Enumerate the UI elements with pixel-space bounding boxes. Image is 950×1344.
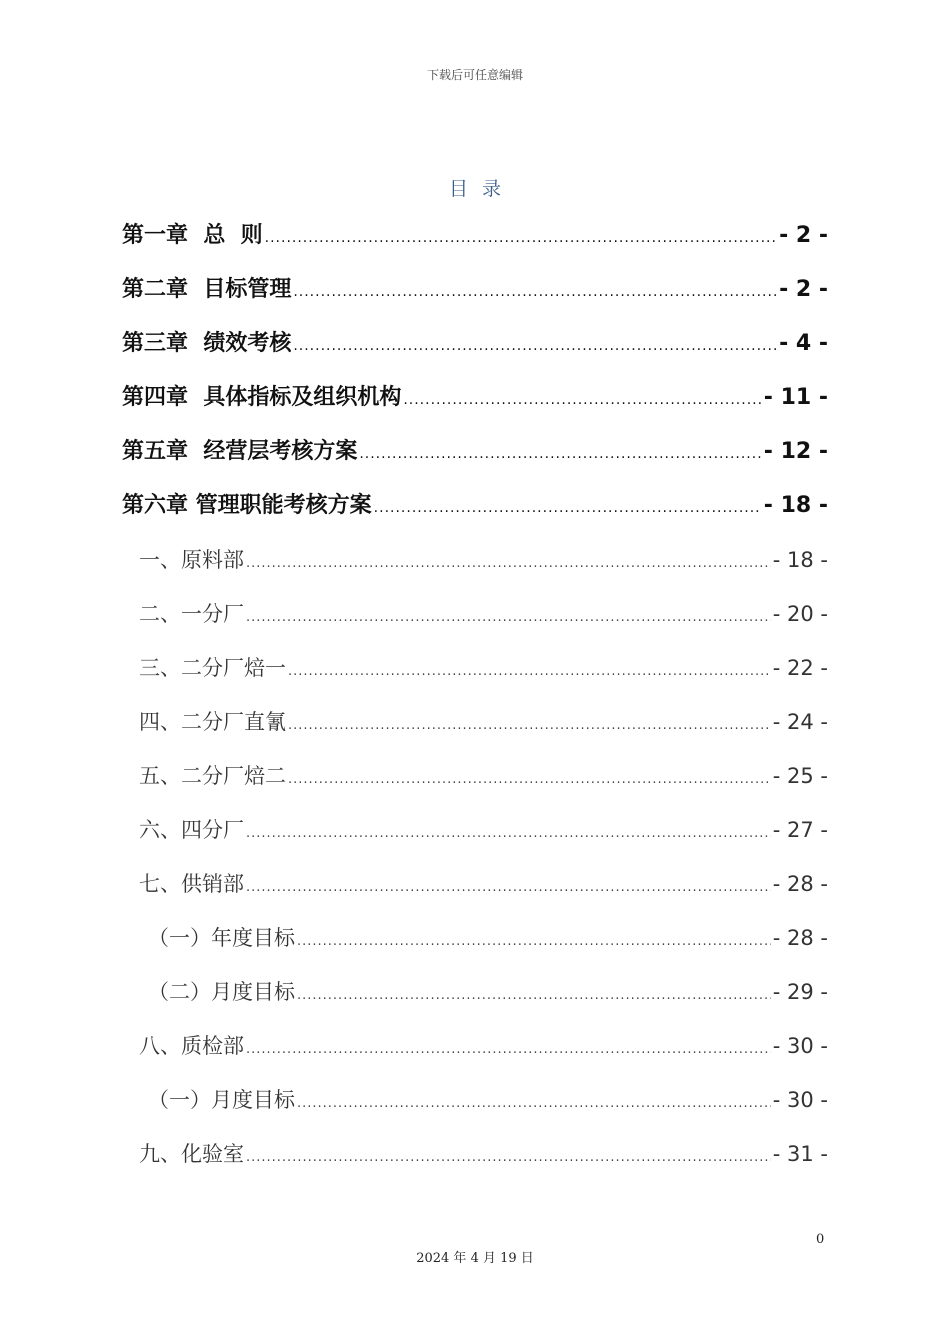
toc-entry-page: - 28 - (772, 926, 828, 950)
toc-entry-label: 九、化验室 (139, 1142, 244, 1166)
toc-leader-dots (288, 753, 771, 807)
toc-entry-label: 六、四分厂 (139, 818, 244, 842)
toc-entry-subsection-7-1[interactable] (148, 911, 828, 965)
toc-leader-dots (288, 645, 771, 699)
toc-leader-dots (403, 373, 761, 427)
toc-leader-dots (297, 1077, 771, 1131)
page-number: 0 (816, 1232, 825, 1247)
toc-entry-page: - 24 - (772, 710, 828, 734)
toc-entry-page: - 2 - (779, 223, 828, 248)
toc-entry-label: 第六章 管理职能考核方案 (122, 493, 372, 518)
toc-entry-label: 第一章 总 则 (122, 223, 263, 248)
toc-entry-page: - 2 - (779, 277, 828, 302)
toc-entry-chapter-6[interactable] (122, 479, 828, 533)
toc-entry-chapter-3[interactable] (122, 317, 828, 371)
toc-entry-section-6[interactable] (139, 803, 828, 857)
toc-leader-dots (297, 915, 771, 969)
toc-entry-page: - 28 - (772, 872, 828, 896)
toc-entry-section-3[interactable] (139, 641, 828, 695)
toc-entry-page: - 18 - (763, 493, 828, 518)
toc-leader-dots (359, 427, 761, 481)
toc-leader-dots (293, 319, 777, 373)
toc-entry-chapter-4[interactable] (122, 371, 828, 425)
toc-entry-page: - 4 - (779, 331, 828, 356)
toc-entry-chapter-2[interactable] (122, 263, 828, 317)
toc-entry-label: 七、供销部 (139, 872, 244, 896)
toc-leader-dots (246, 1023, 771, 1077)
toc-entry-page: - 31 - (772, 1142, 828, 1166)
toc-entry-label: 第三章 绩效考核 (122, 331, 292, 356)
toc-entry-page: - 25 - (772, 764, 828, 788)
toc-entry-label: （二）月度目标 (148, 980, 295, 1004)
toc-leader-dots (293, 265, 777, 319)
toc-entry-page: - 20 - (772, 602, 828, 626)
toc-entry-section-8[interactable] (139, 1019, 828, 1073)
toc-entry-page: - 29 - (772, 980, 828, 1004)
toc-entry-label: （一）月度目标 (148, 1088, 295, 1112)
toc-leader-dots (374, 481, 762, 535)
toc-entry-page: - 30 - (772, 1034, 828, 1058)
toc-entry-page: - 27 - (772, 818, 828, 842)
toc-entry-section-1[interactable] (139, 533, 828, 587)
toc-entry-page: - 12 - (763, 439, 828, 464)
toc-entry-label: 五、二分厂焙二 (139, 764, 286, 788)
toc-entry-page: - 30 - (772, 1088, 828, 1112)
toc-leader-dots (288, 699, 771, 753)
toc-entry-label: 第五章 经营层考核方案 (122, 439, 358, 464)
toc-leader-dots (246, 537, 771, 591)
footer-date: 2024 年 4 月 19 日 (416, 1251, 534, 1266)
toc-entry-label: 一、原料部 (139, 548, 244, 572)
toc-entry-label: 四、二分厂直氰 (139, 710, 286, 734)
toc-entry-page: - 18 - (772, 548, 828, 572)
toc-entry-section-4[interactable] (139, 695, 828, 749)
toc-entry-subsection-7-2[interactable] (148, 965, 828, 1019)
toc-entry-label: 第四章 具体指标及组织机构 (122, 385, 402, 410)
toc-entry-section-5[interactable] (139, 749, 828, 803)
header-note: 下载后可任意编辑 (426, 68, 523, 82)
toc-entry-chapter-5[interactable] (122, 425, 828, 479)
toc-leader-dots (297, 969, 771, 1023)
toc-entry-subsection-8-1[interactable] (148, 1073, 828, 1127)
toc-leader-dots (246, 807, 771, 861)
toc-entry-label: 八、质检部 (139, 1034, 244, 1058)
toc-entry-page: - 11 - (763, 385, 828, 410)
toc-entry-section-2[interactable] (139, 587, 828, 641)
toc-entry-page: - 22 - (772, 656, 828, 680)
toc-leader-dots (265, 211, 777, 265)
toc-entry-label: 三、二分厂焙一 (139, 656, 286, 680)
toc-entry-label: 二、一分厂 (139, 602, 244, 626)
toc-entry-section-9[interactable] (139, 1127, 828, 1181)
toc-entry-label: 第二章 目标管理 (122, 277, 292, 302)
toc-entry-section-7[interactable] (139, 857, 828, 911)
toc-leader-dots (246, 861, 771, 915)
toc-entry-chapter-1[interactable] (122, 209, 828, 263)
toc-leader-dots (246, 591, 771, 645)
toc-leader-dots (246, 1131, 771, 1185)
toc-entry-label: （一）年度目标 (148, 926, 295, 950)
toc-title: 目录 (448, 178, 515, 200)
